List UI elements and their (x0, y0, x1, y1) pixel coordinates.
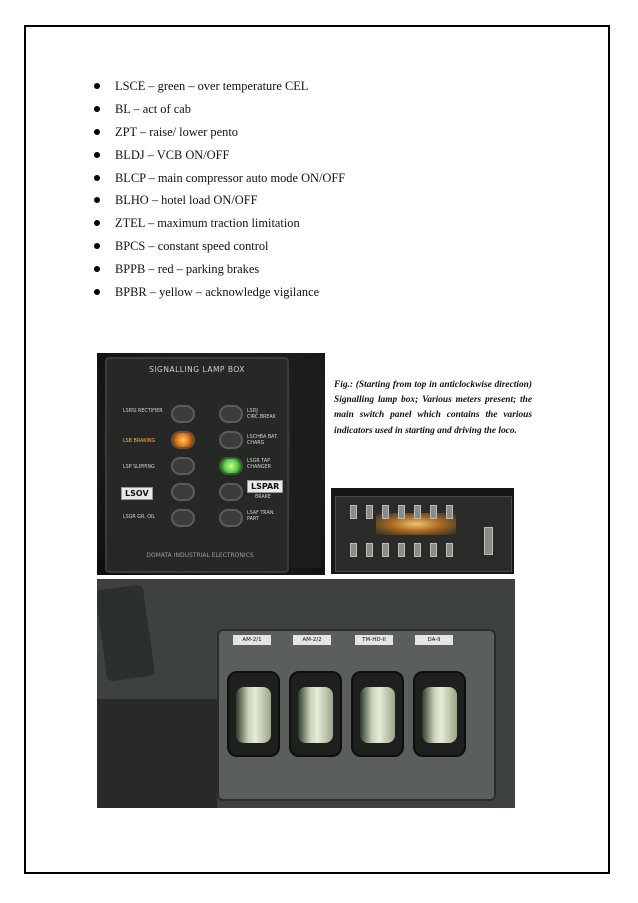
legend-item (92, 215, 345, 238)
switch-key (414, 505, 421, 519)
legend-text: BLDJ – VCB ON/OFF (115, 147, 230, 162)
lamp-indicator (219, 405, 243, 423)
legend-text: BLHO – hotel load ON/OFF (115, 193, 258, 208)
switch-key (398, 543, 405, 557)
switch-key (414, 543, 421, 557)
legend-text: BPCS – constant speed control (115, 239, 269, 254)
meter-face (298, 687, 333, 743)
legend-text: BLCP – main compressor auto mode ON/OFF (115, 170, 346, 185)
switch-key (350, 543, 357, 557)
legend-text: ZTEL – maximum traction limitation (115, 216, 300, 231)
legend-item (92, 78, 345, 101)
legend-text: ZPT – raise/ lower pento (115, 124, 238, 139)
lamp-indicator-lit-green (219, 457, 243, 475)
lamp-indicator (171, 457, 195, 475)
lamp-label: LSCHBA BAT. CHARG (247, 435, 278, 446)
legend-item (92, 170, 345, 193)
meter-tag: DA-II (415, 635, 453, 645)
lspar-plate: LSPAR (247, 480, 283, 493)
meter (227, 671, 280, 757)
control-lever (97, 584, 155, 682)
lsov-plate: LSOV (121, 487, 153, 500)
lamp-label: LSRSI RECTIFIER (123, 409, 163, 414)
meter-tag: AM-2/1 (233, 635, 271, 645)
meters-console (217, 629, 496, 801)
lamp-indicator (171, 483, 195, 501)
lamp-indicator (219, 431, 243, 449)
legend-item (92, 124, 345, 147)
lamp-box-panel (105, 357, 289, 573)
legend-item (92, 284, 345, 307)
bullet-icon (94, 266, 100, 272)
main-switch-panel-photo (331, 488, 514, 574)
bullet-icon (94, 129, 100, 135)
switch-key (398, 505, 405, 519)
meter (289, 671, 342, 757)
switch-handle (484, 527, 493, 555)
switch-key (446, 505, 453, 519)
switch-key (350, 505, 357, 519)
bullet-icon (94, 197, 100, 203)
meter (413, 671, 466, 757)
legend-item (92, 238, 345, 261)
legend-text: BL – act of cab (115, 101, 191, 116)
legend-text: BPPB – red – parking brakes (115, 262, 260, 277)
lamp-label: LSGR TAP CHANGER (247, 459, 271, 470)
lamp-label: LSP SLIPPING (123, 465, 155, 470)
switch-key (382, 543, 389, 557)
bullet-icon (94, 106, 100, 112)
legend-item (92, 147, 345, 170)
lamp-box-side (291, 363, 321, 568)
meters-photo (97, 579, 515, 808)
switch-key (366, 505, 373, 519)
meter-tag: AM-2/2 (293, 635, 331, 645)
meter-face (360, 687, 395, 743)
indicator-legend-list (92, 78, 345, 307)
switch-key (430, 505, 437, 519)
figure-caption: Fig.: (Starting from top in anticlockwise direction) Signalling lamp box; Various meters present; the main switch panel which contains the various indicators used in starting and driving the loco. (334, 380, 532, 436)
switch-key (366, 543, 373, 557)
meter-face (236, 687, 271, 743)
lamp-indicator (171, 405, 195, 423)
bullet-icon (94, 83, 100, 89)
meter (351, 671, 404, 757)
legend-item (92, 101, 345, 124)
lamp-label: BRAKE (255, 495, 271, 500)
switch-key (382, 505, 389, 519)
lamp-box-title: SIGNALLING LAMP BOX (149, 365, 245, 374)
bullet-icon (94, 243, 100, 249)
console-shadow (97, 699, 217, 808)
bullet-icon (94, 152, 100, 158)
bullet-icon (94, 220, 100, 226)
meter-tag: TM-HD-II (355, 635, 393, 645)
switch-panel (335, 496, 512, 572)
lamp-indicator (171, 509, 195, 527)
bullet-icon (94, 175, 100, 181)
lamp-label: LSB BRAKING (123, 439, 156, 444)
legend-text: BPBR – yellow – acknowledge vigilance (115, 285, 320, 300)
lamp-label: LSGR GR. OIL (123, 515, 156, 520)
lamp-indicator (219, 483, 243, 501)
meter-face (422, 687, 457, 743)
switch-key (430, 543, 437, 557)
lamp-label: LSDJ CIRC.BREAK (247, 409, 276, 420)
bullet-icon (94, 289, 100, 295)
lamp-box-manufacturer: DOMATA INDUSTRIAL ELECTRONICS (146, 552, 254, 559)
legend-item (92, 261, 345, 284)
legend-item (92, 192, 345, 215)
lamp-indicator (219, 509, 243, 527)
signalling-lamp-box-photo (97, 353, 325, 575)
lamp-label: LSAF TRAN. PART (247, 511, 275, 522)
lamp-indicator-lit-orange (171, 431, 195, 449)
switch-key (446, 543, 453, 557)
legend-text: LSCE – green – over temperature CEL (115, 79, 309, 93)
